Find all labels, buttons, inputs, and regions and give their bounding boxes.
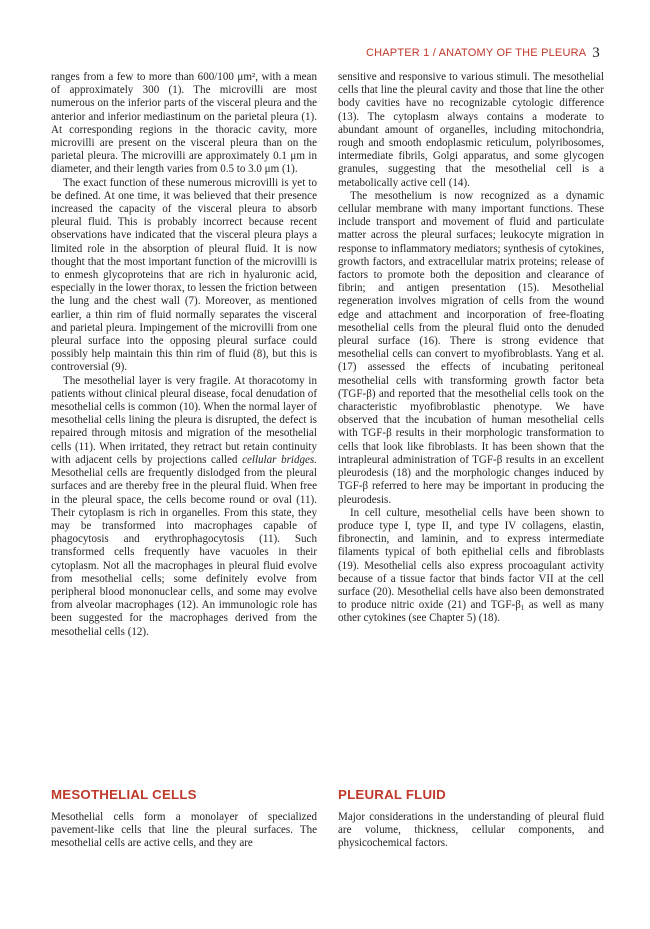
mesothelial-cells-body: Mesothelial cells form a monolayer of specialized pavement-like cells that line the pleural surfaces. The mesothelial cells are active cells, and they are — [51, 811, 317, 850]
left-column — [51, 71, 317, 639]
tgf-subscript: 1 — [520, 604, 525, 613]
running-title: CHAPTER 1 / ANATOMY OF THE PLEURA — [365, 47, 587, 59]
right-paragraph-3-end: as well as many other cytokines (see Chapter 5) (18). — [338, 599, 604, 625]
mesothelial-cells-heading: MESOTHELIAL CELLS — [51, 787, 197, 802]
left-paragraph-3-start: The mesothelial layer is very fragile. At thoracotomy in patients without clinical pleural disease, focal denudation of mesothelial cells is common (10). When the normal layer of mesothelial cells lining the pleura is disrupted, the defect is repaired through mitosis and migration of the mesothelial cells (11). When irritated, they retract but retain continuity with adjacent cells by projections called — [51, 374, 317, 466]
right-paragraph-2: The mesothelium is now recognized as a dynamic cellular membrane with many important functions. These include transport and movement of fluid and particulate matter across the pleural surfaces; leukocyte migration in response to inflammatory mediators; synthesis of cytokines, growth factors, and extracellular matrix proteins; release of factors to promote both the deposition and clearance of fibrin; and antigen presentation (15). Mesothelial regeneration involves migration of cells from the wound edge and attachment and incorporation of free-floating mesothelial cells from the pleural fluid onto the denuded pleural surface (16). There is strong evidence that mesothelial cells can convert to myofibroblasts. Yang et al. (17) assessed the effects of incubating peritoneal mesothelial cells with transforming growth factor beta (TGF-β) and reported that the mesothelial cells took on the characteristic myofibroblastic phenotype. We have observed that the incubation of human mesothelial cells with TGF-β results in their morphologic transformation to cells that look like fibroblasts. It has been shown that the intrapleural administration of TGF-β results in an excellent pleurodesis (18) and the morphologic changes induced by TGF-β referred to here may be important in producing the pleurodesis. — [338, 189, 604, 506]
right-column — [338, 71, 604, 626]
left-paragraph-1: ranges from a few to more than 600/100 μm², with a mean of approximately 300 (1). The microvilli are most numerous on the inferior parts of the visceral pleura and the anterior and inferior mediastinum on the parietal pleura (1). At corresponding regions in the thoracic cavity, more microvilli are present on the visceral pleura than on the parietal pleura. The microvilli are approximately 0.1 μm in diameter, and their length varies from 0.5 to 3.0 μm (1). — [51, 71, 317, 176]
pleural-fluid-body: Major considerations in the understanding of pleural fluid are volume, thickness, cellular components, and physicochemical factors. — [338, 811, 604, 850]
left-paragraph-3 — [51, 375, 317, 639]
left-paragraph-2: The exact function of these numerous microvilli is yet to be defined. At one time, it was believed that their presence increased the capacity of the visceral pleura to absorb pleural fluid. This is probably incorrect because recent observations have indicated that the visceral pleura plays a limited role in the absorption of pleural fluid. It is now thought that the most important function of the microvilli is to enmesh glycoproteins that are rich in hyaluronic acid, especially in the lower thorax, to lessen the friction between the lung and the chest wall (7). Moreover, as mentioned earlier, a thin rim of fluid normally separates the visceral and parietal pleura. Impingement of the microvilli from one pleural surface into the opposing pleural surface could possibly help maintain this thin rim of fluid (8), but this is controversial (9). — [51, 176, 317, 374]
left-paragraph-3-end: Mesothelial cells are frequently dislodged from the pleural surfaces and are thereby free in the pleural fluid. When free in the pleural space, the cells become round or oval (11). Their cytoplasm is rich in organelles. From this state, they may be transformed into macrophages capable of phagocytosis and erythrophagocytosis (11). Such transformed cells frequently have vacuoles in their cytoplasm. Not all the macrophages in pleural fluid evolve from mesothelial cells; some definitely evolve from peripheral blood mononuclear cells, and some may evolve from alveolar macrophages (12). An immunologic role has been suggested for the macrophages derived from the mesothelial cells (12). — [51, 467, 317, 638]
running-header — [366, 44, 600, 61]
right-paragraph-3 — [338, 507, 604, 626]
page-number: 3 — [592, 45, 600, 61]
right-paragraph-3-start: In cell culture, mesothelial cells have been shown to produce type I, type II, and type IV collagens, elastin, fibronectin, and laminin, and to express intermediate filaments typical of both epithelial cells and fibroblasts (19). Mesothelial cells also express procoagulant activity because of a tissue factor that binds factor VII at the cell surface (20). Mesothelial cells have also been demonstrated to produce nitric oxide (21) and TGF-β — [338, 506, 604, 612]
right-paragraph-1: sensitive and responsive to various stimuli. The mesothelial cells that line the pleural cavity and those that line the other body cavities have no recognizable cytologic difference (13). The cytoplasm always contains a moderate to abundant amount of organelles, including mitochondria, rough and smooth endoplasmic reticulum, polyribosomes, intermediate fibrils, Golgi apparatus, and some glycogen granules, suggesting that the mesothelial cell is a metabolically active cell (14). — [338, 71, 604, 189]
cellular-bridges-term: cellular bridges. — [242, 453, 317, 466]
pleural-fluid-heading: PLEURAL FLUID — [338, 787, 446, 802]
